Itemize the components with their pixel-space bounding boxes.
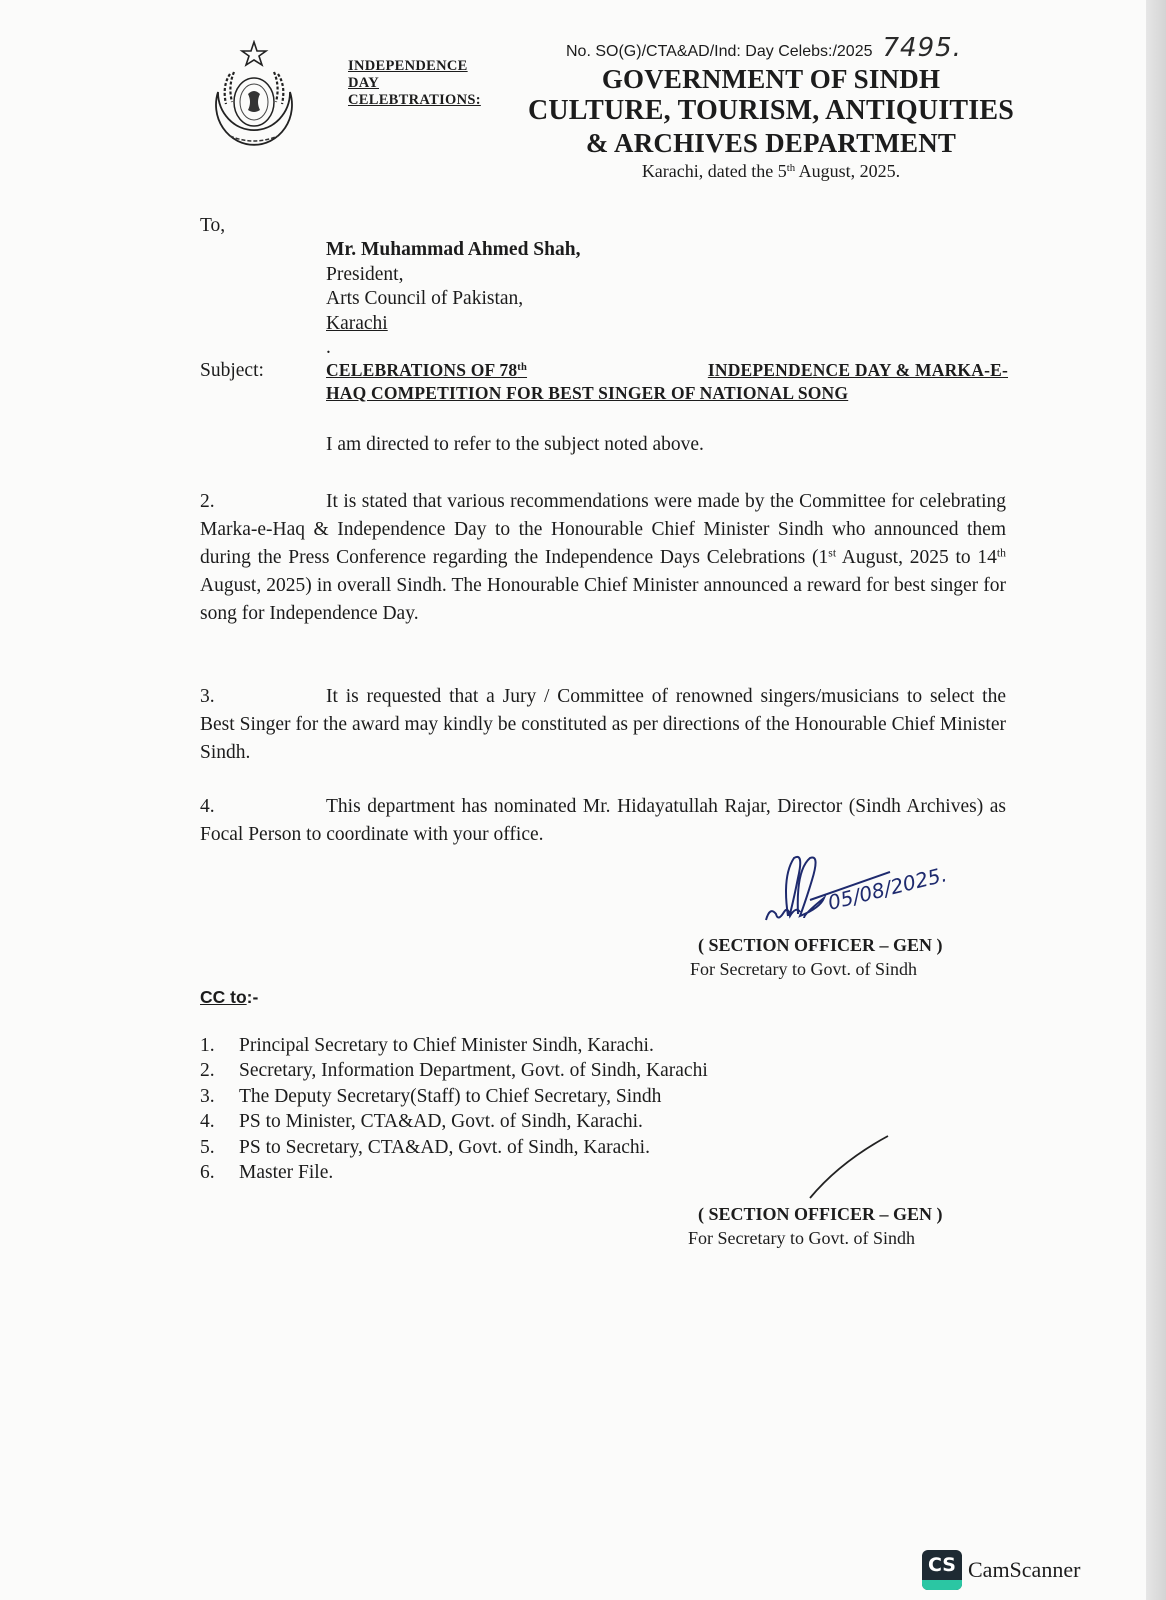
section-officer-title-2: ( SECTION OFFICER – GEN )	[698, 1204, 943, 1224]
cc-item-text: PS to Minister, CTA&AD, Govt. of Sindh, Karachi.	[239, 1111, 643, 1133]
cc-list-item	[200, 1084, 708, 1109]
for-secretary-line: For Secretary to Govt. of Sindh	[690, 959, 917, 979]
page-edge-shadow	[1146, 0, 1166, 1600]
subject-line-1a: CELEBRATIONS OF 78	[326, 360, 518, 380]
cc-item-text: PS to Secretary, CTA&AD, Govt. of Sindh, Karachi.	[239, 1136, 650, 1158]
cc-item-number: 5.	[200, 1136, 215, 1158]
paragraph-3	[200, 683, 1006, 767]
handwritten-date: 05/08/2025.	[825, 862, 950, 915]
cc-heading	[200, 987, 258, 1008]
cc-label: CC to	[200, 987, 247, 1007]
cc-list-item	[200, 1109, 708, 1134]
cc-item-text: Principal Secretary to Chief Minister Sindh, Karachi.	[239, 1035, 654, 1056]
recipient-title: President,	[326, 263, 404, 285]
handwritten-reference-number: 7495.	[882, 33, 962, 63]
cc-item-text: Master File.	[239, 1162, 334, 1184]
reference-number: No. SO(G)/CTA&AD/Ind: Day Celebs:/2025	[566, 43, 873, 60]
side-label-line-3: CELEBTRATIONS:	[348, 92, 481, 108]
recipient-city-end: .	[326, 337, 331, 358]
paragraph-2-text-a: It is stated that various recommendations were made by the Committee for celebrating Marka-e-Haq & Independence Day to the Honourable Chief Minister Sindh who announced them during the Press Conference regarding the Independence Days Celebrations (1	[200, 491, 1006, 568]
reference-row	[566, 28, 1086, 64]
cc-item-number: 4.	[200, 1111, 215, 1133]
sindh-emblem-icon	[208, 40, 300, 158]
for-secretary-line-2: For Secretary to Govt. of Sindh	[688, 1228, 915, 1248]
subject-line-1b: INDEPENDENCE DAY & MARKA-E-	[707, 360, 1008, 380]
cc-item-number: 6.	[200, 1162, 215, 1184]
cc-list-item	[200, 1033, 708, 1058]
cc-list	[200, 1033, 708, 1185]
subject-line-1	[326, 359, 1008, 382]
paragraph-number: 4.	[200, 796, 215, 817]
date-suffix: August, 2025.	[795, 161, 901, 181]
recipient-organization: Arts Council of Pakistan,	[326, 288, 524, 309]
letter-date	[516, 161, 1026, 181]
cc-item-number: 1.	[200, 1035, 215, 1056]
paragraph-4-text: This department has nominated Mr. Hidayatullah Rajar, Director (Sindh Archives) as Focal Person to coordinate with your office.	[200, 796, 1006, 845]
cc-item-text: Secretary, Information Department, Govt. of Sindh, Karachi	[239, 1060, 708, 1082]
paragraph-2-text-c: August, 2025) in overall Sindh. The Honourable Chief Minister announced a reward for best singer for song for Independence Day.	[200, 575, 1006, 624]
side-label-line-1: INDEPENDENCE	[348, 58, 468, 74]
subject-line-2: HAQ COMPETITION FOR BEST SINGER OF NATIONAL SONG	[326, 383, 849, 403]
cc-label-suffix: :-	[246, 987, 259, 1007]
camscanner-logo-text: CS	[928, 1554, 956, 1576]
date-prefix: Karachi, dated the 5	[641, 161, 787, 181]
cc-item-number: 3.	[200, 1085, 215, 1107]
recipient-address	[326, 238, 580, 361]
signature-icon	[690, 852, 1010, 932]
government-title: GOVERNMENT OF SINDH	[601, 64, 941, 94]
to-label: To,	[200, 215, 226, 236]
paragraph-2-sup-1: st	[828, 546, 837, 560]
date-sup: th	[786, 162, 796, 175]
department-title-line-2: & ARCHIVES DEPARTMENT	[585, 128, 957, 158]
cc-item-number: 2.	[200, 1060, 215, 1082]
subject-label: Subject:	[200, 360, 264, 381]
paragraph-number: 2.	[200, 491, 215, 512]
recipient-city-line	[326, 312, 580, 361]
camscanner-watermark	[922, 1550, 1080, 1590]
paragraph-4	[200, 793, 1006, 849]
independence-day-label	[348, 58, 481, 109]
camscanner-logo-icon	[922, 1550, 962, 1590]
initial-stroke-icon	[800, 1132, 900, 1202]
paragraph-number: 3.	[200, 686, 215, 707]
paragraph-3-text: It is requested that a Jury / Committee of renowned singers/musicians to select the Best Singer for the award may kindly be constituted as per directions of the Honourable Chief Minister Sindh.	[200, 686, 1006, 763]
cc-list-item	[200, 1058, 708, 1083]
cc-list-item	[200, 1135, 708, 1160]
side-label-line-2: DAY	[348, 75, 379, 91]
cc-item-text: The Deputy Secretary(Staff) to Chief Secretary, Sindh	[239, 1085, 662, 1107]
cc-list-item	[200, 1160, 708, 1185]
recipient-name: Mr. Muhammad Ahmed Shah,	[326, 239, 581, 260]
subject-sup: th	[517, 362, 528, 374]
paragraph-2-text-b: August, 2025 to 14	[836, 547, 997, 568]
intro-sentence: I am directed to refer to the subject noted above.	[326, 434, 704, 455]
subject-line-1a-wrap	[326, 359, 527, 382]
recipient-city: Karachi	[326, 312, 388, 334]
department-title-line-1: CULTURE, TOURISM, ANTIQUITIES	[527, 95, 1015, 126]
paragraph-2-sup-2: th	[996, 546, 1007, 560]
paragraph-2	[200, 488, 1006, 628]
section-officer-title: ( SECTION OFFICER – GEN )	[698, 935, 943, 955]
camscanner-brand: CamScanner	[968, 1557, 1081, 1582]
